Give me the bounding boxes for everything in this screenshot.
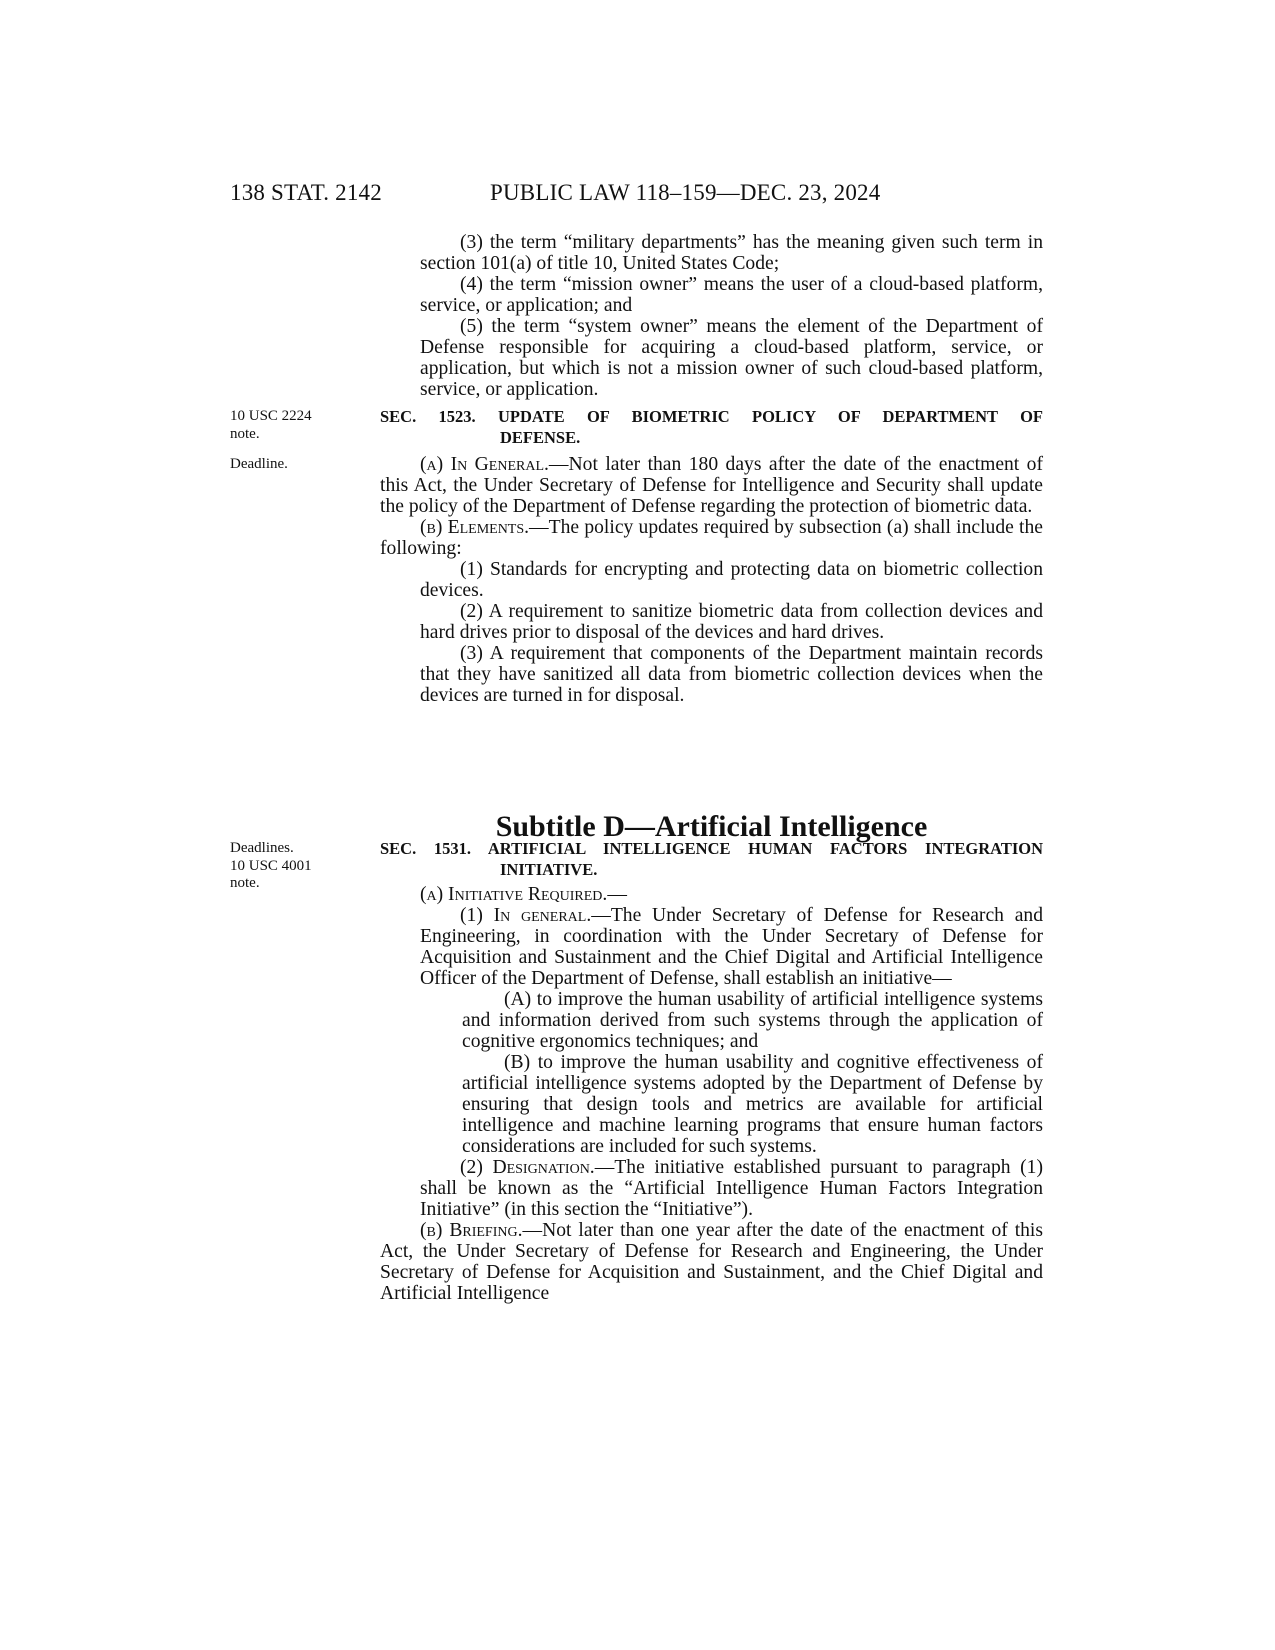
subsection-a-in-general: (a) In General.—Not later than 180 days after the date of the enactment of this Act, the Under Secretary of Defense for Intelligence and Security shall update the policy of the Department of Defense regarding the protection of biometric data.	[380, 454, 1043, 517]
subparagraph-a-usability: (A) to improve the human usability of artificial intelligence systems and information derived from such systems through the application of cognitive ergonomics techniques; and	[462, 989, 1043, 1052]
margin-note-sec1531: Deadlines. 10 USC 4001 note.	[230, 840, 312, 891]
subsection-b-briefing: (b) Briefing.—Not later than one year after the date of the enactment of this Act, the Under Secretary of Defense for Research and Engineering, the Under Secretary of Defense for Acquisition and Sustainment, and the Chief Digital and Artificial Intelligence	[380, 1220, 1044, 1304]
definition-military-departments: (3) the term “military departments” has the meaning given such term in section 101(a) of title 10, United States Code;	[420, 232, 1043, 274]
definition-system-owner: (5) the term “system owner” means the element of the Department of Defense responsible for acquiring a cloud-based platform, service, or application, but which is not a mission owner of such cloud-based platform, service, or application.	[420, 316, 1043, 400]
paragraph-1-in-general: (1) In general.—The Under Secretary of Defense for Research and Engineering, in coordination with the Under Secretary of Defense for Acquisition and Sustainment and the Chief Digital and Artificial Intelligence Officer of the Department of Defense, shall establish an initiative—	[420, 905, 1043, 989]
definitions-continued	[380, 232, 1043, 400]
section-1531-heading: SEC. 1531. ARTIFICIAL INTELLIGENCE HUMAN FACTORS INTEGRATION INITIATIVE.	[380, 839, 1043, 879]
subparagraph-b-effectiveness: (B) to improve the human usability and cognitive effectiveness of artificial intelligence systems adopted by the Department of Defense by ensuring that design tools and metrics are available for artificial intelligence and machine learning programs that ensure human factors considerations are included for such systems.	[462, 1052, 1043, 1157]
margin-note-sec1523-citation: 10 USC 2224 note.	[230, 408, 312, 442]
element-1-standards: (1) Standards for encrypting and protecting data on biometric collection devices.	[420, 559, 1043, 601]
subsection-a-initiative-required: (a) Initiative Required.—	[420, 884, 627, 905]
definition-mission-owner: (4) the term “mission owner” means the user of a cloud-based platform, service, or application; and	[420, 274, 1043, 316]
subtitle-heading: Subtitle D—Artificial Intelligence	[495, 810, 928, 843]
page-stat-number: 138 STAT. 2142	[230, 180, 382, 205]
running-header-title: PUBLIC LAW 118–159—DEC. 23, 2024	[490, 180, 881, 205]
section-1523-heading: SEC. 1523. UPDATE OF BIOMETRIC POLICY OF DEPARTMENT OF DEFENSE.	[380, 407, 1043, 447]
margin-note-deadline: Deadline.	[230, 456, 288, 472]
element-2-sanitize: (2) A requirement to sanitize biometric data from collection devices and hard drives prior to disposal of the devices and hard drives.	[420, 601, 1043, 643]
element-3-records: (3) A requirement that components of the Department maintain records that they have sanitized all data from biometric collection devices when the devices are turned in for disposal.	[420, 643, 1043, 706]
section-1531-body	[380, 884, 1043, 1304]
section-1523-body	[380, 454, 1043, 706]
subsection-b-elements: (b) Elements.—The policy updates required by subsection (a) shall include the following:	[380, 517, 1043, 559]
paragraph-2-designation: (2) Designation.—The initiative established pursuant to paragraph (1) shall be known as the “Artificial Intelligence Human Factors Integration Initiative” (in this section the “Initiative”).	[420, 1157, 1043, 1220]
